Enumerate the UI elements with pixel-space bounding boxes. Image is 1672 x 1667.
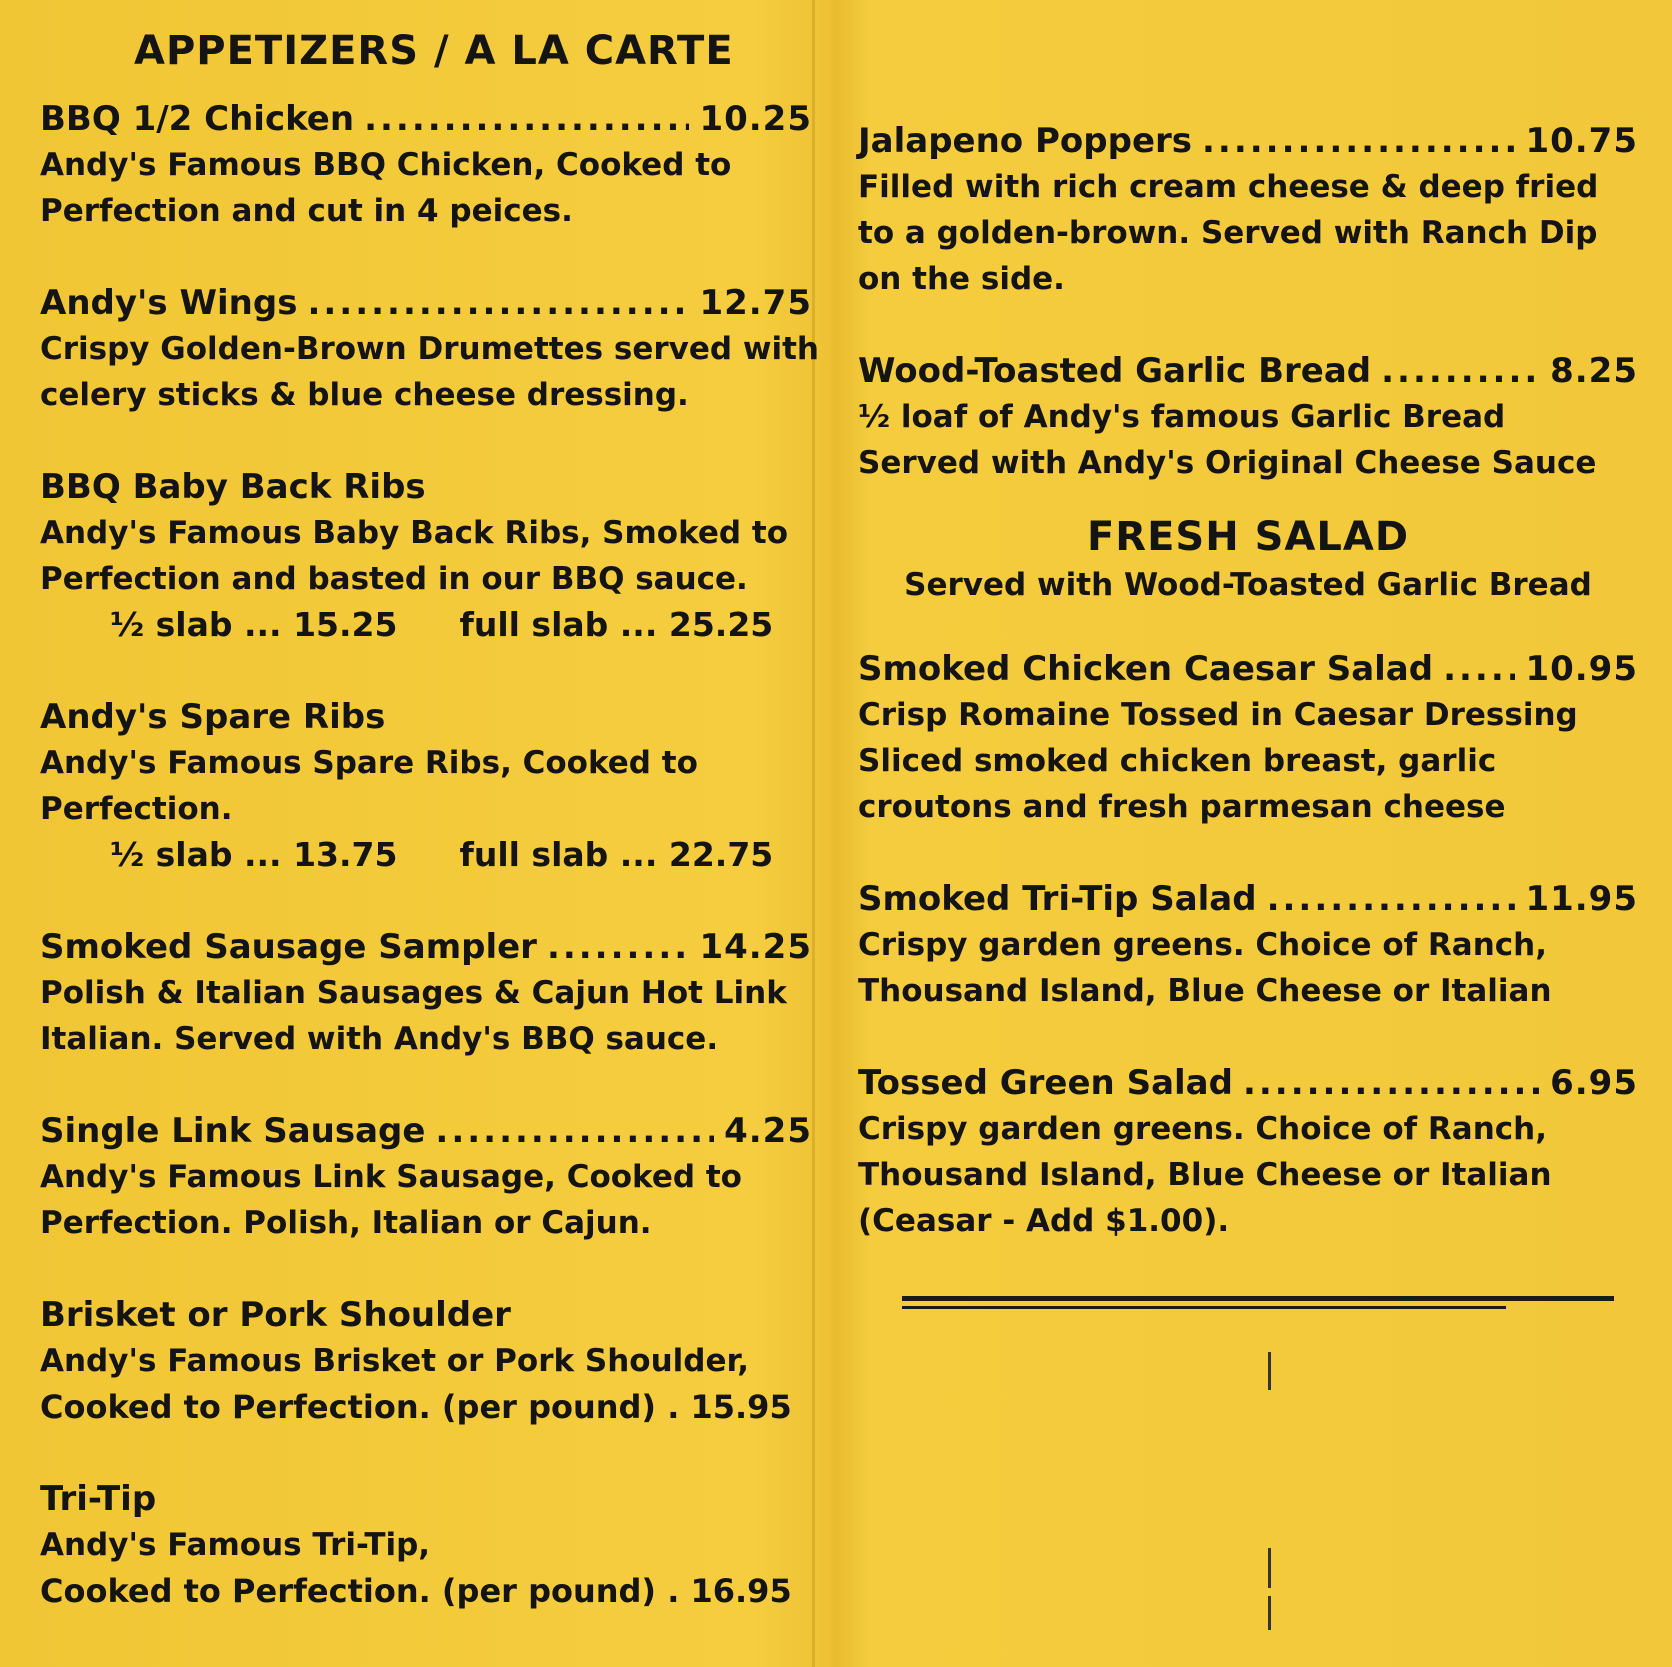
- crop-mark: [1268, 1596, 1271, 1630]
- item-desc: Andy's Famous Tri-Tip,: [40, 1527, 431, 1563]
- right-column: [858, 118, 1638, 1244]
- menu-item-bbq-half-chicken: [40, 96, 812, 234]
- page-fold: [812, 0, 815, 1667]
- item-desc: to a golden-brown. Served with Ranch Dip: [858, 215, 1598, 251]
- leader-dots: [364, 96, 689, 142]
- leader-dots: [307, 280, 689, 326]
- item-desc: Thousand Island, Blue Cheese or Italian: [858, 973, 1552, 1009]
- crop-mark: [1268, 1352, 1271, 1390]
- item-desc: (Ceasar - Add $1.00).: [858, 1203, 1230, 1239]
- leader-dots: [1267, 876, 1516, 922]
- item-desc: Polish & Italian Sausages & Cajun Hot Link: [40, 975, 787, 1011]
- leader-dots: [1243, 1060, 1540, 1106]
- leader-dots: [435, 1108, 714, 1154]
- item-name: Smoked Sausage Sampler: [40, 927, 537, 967]
- appetizers-title: APPETIZERS / A LA CARTE: [134, 28, 734, 74]
- menu-item-baby-back-ribs: [40, 464, 812, 648]
- item-desc: Crisp Romaine Tossed in Caesar Dressing: [858, 697, 1578, 733]
- item-price-line: Cooked to Perfection. (per pound) . 15.95: [40, 1388, 792, 1426]
- item-price: 10.25: [699, 99, 812, 139]
- full-slab-price: full slab ... 22.75: [459, 835, 774, 874]
- menu-item-jalapeno-poppers: [858, 118, 1638, 302]
- menu-item-tri-tip-salad: [858, 876, 1638, 1014]
- item-name: Andy's Spare Ribs: [40, 697, 386, 737]
- item-desc: Sliced smoked chicken breast, garlic: [858, 743, 1497, 779]
- item-name: Wood-Toasted Garlic Bread: [858, 351, 1372, 391]
- salad-title: FRESH SALAD: [1086, 514, 1410, 560]
- item-desc: Andy's Famous Baby Back Ribs, Smoked to: [40, 515, 788, 551]
- item-desc: celery sticks & blue cheese dressing.: [40, 377, 689, 413]
- item-name: Single Link Sausage: [40, 1111, 426, 1151]
- menu-item-chicken-caesar-salad: [858, 646, 1638, 830]
- menu-item-garlic-bread: [858, 348, 1638, 486]
- item-price: 10.75: [1525, 121, 1638, 161]
- item-desc: Andy's Famous Link Sausage, Cooked to: [40, 1159, 742, 1195]
- salad-subtitle: Served with Wood-Toasted Garlic Bread: [904, 567, 1592, 603]
- slab-prices: [40, 602, 812, 648]
- item-name: Andy's Wings: [40, 283, 298, 323]
- menu-item-brisket-pork-shoulder: [40, 1292, 812, 1430]
- menu-item-sausage-sampler: [40, 924, 812, 1062]
- item-price-line: Cooked to Perfection. (per pound) . 16.95: [40, 1572, 792, 1610]
- item-desc: Perfection. Polish, Italian or Cajun.: [40, 1205, 652, 1241]
- item-desc: Thousand Island, Blue Cheese or Italian: [858, 1157, 1552, 1193]
- item-desc: on the side.: [858, 261, 1065, 297]
- half-slab-price: ½ slab ... 13.75: [110, 835, 398, 874]
- section-divider: [902, 1296, 1614, 1309]
- item-desc: Crispy garden greens. Choice of Ranch,: [858, 927, 1547, 963]
- item-desc: Filled with rich cream cheese & deep fried: [858, 169, 1599, 205]
- item-price: 10.95: [1525, 649, 1638, 689]
- slab-prices: [40, 832, 812, 878]
- item-price: 8.25: [1550, 351, 1638, 391]
- item-desc: Andy's Famous Brisket or Pork Shoulder,: [40, 1343, 750, 1379]
- item-desc: Served with Andy's Original Cheese Sauce: [858, 445, 1597, 481]
- crop-mark: [1268, 1548, 1271, 1588]
- appetizers-column: [40, 28, 819, 1614]
- item-desc: Perfection and cut in 4 peices.: [40, 193, 573, 229]
- item-name: Brisket or Pork Shoulder: [40, 1295, 511, 1335]
- item-desc: croutons and fresh parmesan cheese: [858, 789, 1506, 825]
- item-desc: ½ loaf of Andy's famous Garlic Bread: [858, 399, 1506, 435]
- menu-item-tossed-green-salad: [858, 1060, 1638, 1244]
- item-price: 4.25: [724, 1111, 812, 1151]
- item-desc: Andy's Famous BBQ Chicken, Cooked to: [40, 147, 732, 183]
- menu-item-single-link-sausage: [40, 1108, 812, 1246]
- item-price: 14.25: [699, 927, 812, 967]
- divider-line: [902, 1296, 1614, 1301]
- menu-item-andys-wings: [40, 280, 819, 418]
- item-name: BBQ Baby Back Ribs: [40, 467, 426, 507]
- menu-item-tri-tip: [40, 1476, 812, 1614]
- item-name: Tossed Green Salad: [858, 1063, 1233, 1103]
- item-desc: Perfection and basted in our BBQ sauce.: [40, 561, 748, 597]
- item-desc: Andy's Famous Spare Ribs, Cooked to: [40, 745, 698, 781]
- leader-dots: [1381, 348, 1540, 394]
- item-desc: Crispy Golden-Brown Drumettes served with: [40, 331, 819, 367]
- menu-item-spare-ribs: [40, 694, 812, 878]
- leader-dots: [1202, 118, 1515, 164]
- item-name: Smoked Tri-Tip Salad: [858, 879, 1257, 919]
- item-desc: Italian. Served with Andy's BBQ sauce.: [40, 1021, 719, 1057]
- item-price: 11.95: [1525, 879, 1638, 919]
- item-desc: Crispy garden greens. Choice of Ranch,: [858, 1111, 1547, 1147]
- item-name: Tri-Tip: [40, 1479, 157, 1519]
- item-price: 12.75: [699, 283, 812, 323]
- half-slab-price: ½ slab ... 15.25: [110, 605, 398, 644]
- divider-line: [902, 1306, 1506, 1309]
- item-desc: Perfection.: [40, 791, 233, 827]
- item-name: Smoked Chicken Caesar Salad: [858, 649, 1434, 689]
- item-name: BBQ 1/2 Chicken: [40, 99, 355, 139]
- item-price: 6.95: [1550, 1063, 1638, 1103]
- full-slab-price: full slab ... 25.25: [459, 605, 774, 644]
- leader-dots: [547, 924, 690, 970]
- item-name: Jalapeno Poppers: [858, 121, 1193, 161]
- leader-dots: [1443, 646, 1515, 692]
